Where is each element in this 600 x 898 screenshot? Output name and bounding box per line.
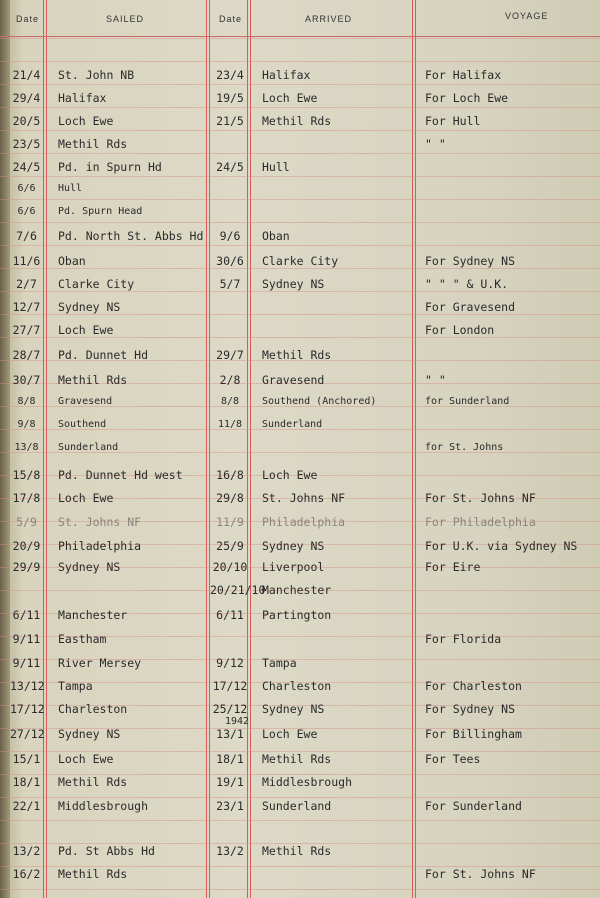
arrived-at: Manchester bbox=[262, 583, 332, 597]
sailed-from: St. John NB bbox=[58, 68, 135, 82]
arrived-date: 8/8 bbox=[220, 396, 240, 407]
voyage-note: For Loch Ewe bbox=[425, 91, 509, 105]
log-row bbox=[0, 468, 600, 490]
log-row bbox=[0, 419, 600, 441]
arrived-date: 13/2 bbox=[216, 844, 244, 858]
arrived-at: St. Johns NF bbox=[262, 491, 346, 505]
log-row bbox=[0, 137, 600, 159]
sailed-date: 6/11 bbox=[12, 608, 41, 622]
arrived-at: Clarke City bbox=[262, 254, 339, 268]
arrived-date: 11/8 bbox=[217, 419, 243, 430]
sailed-date: 22/1 bbox=[12, 799, 41, 813]
log-row bbox=[0, 656, 600, 678]
log-row bbox=[0, 679, 600, 701]
log-row bbox=[0, 160, 600, 182]
sailed-from: Hull bbox=[58, 183, 83, 194]
arrived-at: Hull bbox=[262, 160, 290, 174]
arrived-at: Sydney NS bbox=[262, 702, 325, 716]
voyage-note: For St. Johns NF bbox=[425, 867, 536, 881]
voyage-note: For Eire bbox=[425, 560, 481, 574]
log-row bbox=[0, 799, 600, 821]
log-row bbox=[0, 114, 600, 136]
log-row bbox=[0, 442, 600, 464]
voyage-note: For Tees bbox=[425, 752, 481, 766]
arrived-at: Gravesend bbox=[262, 373, 325, 387]
arrived-at: Philadelphia bbox=[262, 515, 346, 529]
sailed-from: Eastham bbox=[58, 632, 107, 646]
log-row bbox=[0, 229, 600, 251]
log-row bbox=[0, 373, 600, 395]
log-row bbox=[0, 183, 600, 205]
sailed-from: St. Johns NF bbox=[58, 515, 142, 529]
arrived-date: 18/1 bbox=[216, 752, 244, 766]
ruled-line bbox=[0, 889, 600, 890]
sailed-date: 2/7 bbox=[16, 277, 37, 291]
log-row bbox=[0, 91, 600, 113]
header-voyage: VOYAGE bbox=[505, 11, 549, 21]
arrived-date: 29/7 bbox=[216, 348, 244, 362]
log-row bbox=[0, 775, 600, 797]
arrived-date: 19/1 bbox=[216, 775, 244, 789]
log-row bbox=[0, 844, 600, 866]
sailed-date: 29/9 bbox=[12, 560, 41, 574]
sailed-date: 13/8 bbox=[14, 442, 39, 453]
sailed-from: Loch Ewe bbox=[58, 491, 114, 505]
sailed-from: Tampa bbox=[58, 679, 93, 693]
arrived-date: 21/5 bbox=[216, 114, 244, 128]
log-row bbox=[0, 323, 600, 345]
voyage-note: For Hull bbox=[425, 114, 481, 128]
sailed-from: Sydney NS bbox=[58, 560, 121, 574]
voyage-note: " " bbox=[425, 137, 446, 151]
sailed-from: Loch Ewe bbox=[58, 114, 114, 128]
log-row bbox=[0, 254, 600, 276]
arrived-at: Sunderland bbox=[262, 799, 332, 813]
voyage-note: for Sunderland bbox=[425, 396, 510, 407]
sailed-date: 9/11 bbox=[12, 632, 41, 646]
sailed-from: Loch Ewe bbox=[58, 323, 114, 337]
header-date-arrived: Date bbox=[219, 14, 243, 24]
voyage-note: For London bbox=[425, 323, 495, 337]
sailed-date: 13/12 bbox=[10, 679, 45, 693]
sailed-from: Pd. Dunnet Hd bbox=[58, 348, 149, 362]
sailed-date: 28/7 bbox=[12, 348, 41, 362]
sailed-date: 7/6 bbox=[16, 229, 37, 243]
arrived-date: 5/7 bbox=[219, 277, 241, 291]
ruled-line bbox=[0, 797, 600, 798]
voyage-note: For U.K. via Sydney NS bbox=[425, 539, 578, 553]
voyage-note: for St. Johns bbox=[425, 442, 504, 453]
log-row bbox=[0, 632, 600, 654]
ruled-line bbox=[0, 61, 600, 62]
log-row bbox=[0, 68, 600, 90]
sailed-date: 24/5 bbox=[12, 160, 41, 174]
arrived-date: 25/9 bbox=[216, 539, 244, 553]
log-row bbox=[0, 396, 600, 418]
sailed-date: 18/1 bbox=[12, 775, 41, 789]
arrived-at: Oban bbox=[262, 229, 290, 243]
arrived-at: Sunderland bbox=[262, 419, 323, 430]
sailed-date: 6/6 bbox=[17, 183, 36, 194]
arrived-at: Loch Ewe bbox=[262, 468, 318, 482]
arrived-at: Methil Rds bbox=[262, 844, 332, 858]
arrived-at: Sydney NS bbox=[262, 277, 325, 291]
year-note: 1942 bbox=[225, 716, 250, 727]
sailed-from: Methil Rds bbox=[58, 373, 128, 387]
sailed-date: 27/7 bbox=[12, 323, 41, 337]
voyage-note: For Gravesend bbox=[425, 300, 516, 314]
log-row bbox=[0, 702, 600, 724]
arrived-date: 9/6 bbox=[219, 229, 241, 243]
header-sailed: SAILED bbox=[106, 14, 145, 24]
sailed-from: Pd. Dunnet Hd west bbox=[58, 468, 183, 482]
log-row bbox=[0, 277, 600, 299]
sailed-date: 8/8 bbox=[17, 396, 36, 407]
arrived-date: 20/10 bbox=[212, 560, 248, 574]
sailed-from: Halifax bbox=[58, 91, 107, 105]
voyage-note: For Billingham bbox=[425, 727, 522, 741]
arrived-date: 25/12 bbox=[212, 702, 248, 716]
sailed-from: River Mersey bbox=[58, 656, 142, 670]
voyage-note: For Sydney NS bbox=[425, 702, 516, 716]
column-header bbox=[0, 0, 600, 38]
arrived-at: Loch Ewe bbox=[262, 727, 318, 741]
sailed-date: 20/5 bbox=[12, 114, 41, 128]
arrived-date: 9/12 bbox=[216, 656, 244, 670]
sailed-date: 16/2 bbox=[12, 867, 41, 881]
sailed-from: Manchester bbox=[58, 608, 128, 622]
sailed-from: Pd. North St. Abbs Hd bbox=[58, 229, 204, 243]
arrived-date: 13/1 bbox=[216, 727, 244, 741]
sailed-from: Methil Rds bbox=[58, 867, 128, 881]
sailed-from: Methil Rds bbox=[58, 137, 128, 151]
log-row bbox=[0, 348, 600, 370]
arrived-date: 20/21/10 bbox=[210, 583, 266, 597]
arrived-at: Liverpool bbox=[262, 560, 325, 574]
sailed-from: Southend bbox=[58, 419, 107, 430]
sailed-date: 13/2 bbox=[12, 844, 41, 858]
voyage-note: For St. Johns NF bbox=[425, 491, 536, 505]
sailed-date: 17/12 bbox=[10, 702, 45, 716]
arrived-date: 6/11 bbox=[216, 608, 244, 622]
sailed-date: 17/8 bbox=[12, 491, 41, 505]
sailed-date: 27/12 bbox=[10, 727, 45, 741]
log-row bbox=[0, 752, 600, 774]
sailed-from: Philadelphia bbox=[58, 539, 142, 553]
sailed-date: 12/7 bbox=[12, 300, 41, 314]
arrived-date: 24/5 bbox=[216, 160, 244, 174]
arrived-at: Methil Rds bbox=[262, 114, 332, 128]
sailed-from: Pd. in Spurn Hd bbox=[58, 160, 162, 174]
sailed-from: Sydney NS bbox=[58, 300, 121, 314]
arrived-at: Middlesbrough bbox=[262, 775, 353, 789]
arrived-at: Methil Rds bbox=[262, 752, 332, 766]
log-row bbox=[0, 867, 600, 889]
arrived-date: 30/6 bbox=[216, 254, 244, 268]
voyage-note: " " " & U.K. bbox=[425, 277, 509, 291]
log-row bbox=[0, 539, 600, 561]
voyage-note: For Florida bbox=[425, 632, 502, 646]
arrived-date: 23/1 bbox=[216, 799, 244, 813]
sailed-date: 6/6 bbox=[17, 206, 36, 217]
arrived-date: 23/4 bbox=[216, 68, 244, 82]
log-row bbox=[0, 608, 600, 630]
voyage-note: For Halifax bbox=[425, 68, 502, 82]
sailed-from: Loch Ewe bbox=[58, 752, 114, 766]
arrived-at: Sydney NS bbox=[262, 539, 325, 553]
sailed-date: 9/8 bbox=[17, 419, 36, 430]
voyage-note: For Philadelphia bbox=[425, 515, 536, 529]
header-date-sailed: Date bbox=[16, 14, 40, 24]
arrived-date: 19/5 bbox=[216, 91, 244, 105]
sailed-from: Pd. Spurn Head bbox=[58, 206, 143, 217]
sailed-from: Sydney NS bbox=[58, 727, 121, 741]
sailed-date: 20/9 bbox=[12, 539, 41, 553]
header-rule bbox=[0, 36, 600, 37]
voyage-note: " " bbox=[425, 373, 446, 387]
sailed-date: 5/9 bbox=[16, 515, 37, 529]
sailed-from: Pd. St Abbs Hd bbox=[58, 844, 155, 858]
arrived-at: Charleston bbox=[262, 679, 332, 693]
log-row bbox=[0, 515, 600, 537]
sailed-date: 23/5 bbox=[12, 137, 41, 151]
log-row bbox=[0, 583, 600, 605]
arrived-date: 16/8 bbox=[216, 468, 244, 482]
voyage-note: For Sydney NS bbox=[425, 254, 516, 268]
arrived-date: 17/12 bbox=[212, 679, 248, 693]
sailed-from: Gravesend bbox=[58, 396, 113, 407]
ruled-line bbox=[0, 38, 600, 39]
sailed-date: 15/8 bbox=[12, 468, 41, 482]
arrived-at: Southend (Anchored) bbox=[262, 396, 377, 407]
voyage-note: For Charleston bbox=[425, 679, 522, 693]
log-row bbox=[0, 491, 600, 513]
sailed-from: Oban bbox=[58, 254, 86, 268]
sailed-from: Sunderland bbox=[58, 442, 119, 453]
log-row bbox=[0, 727, 600, 749]
arrived-date: 11/9 bbox=[216, 515, 244, 529]
arrived-at: Loch Ewe bbox=[262, 91, 318, 105]
sailed-from: Clarke City bbox=[58, 277, 135, 291]
sailed-from: Middlesbrough bbox=[58, 799, 149, 813]
arrived-at: Halifax bbox=[262, 68, 311, 82]
log-row bbox=[0, 206, 600, 228]
arrived-date: 2/8 bbox=[219, 373, 241, 387]
sailed-date: 15/1 bbox=[12, 752, 41, 766]
arrived-at: Tampa bbox=[262, 656, 297, 670]
log-row bbox=[0, 560, 600, 582]
sailed-date: 9/11 bbox=[12, 656, 41, 670]
header-arrived: ARRIVED bbox=[305, 14, 353, 24]
arrived-at: Partington bbox=[262, 608, 332, 622]
sailed-date: 11/6 bbox=[12, 254, 41, 268]
sailed-from: Methil Rds bbox=[58, 775, 128, 789]
arrived-at: Methil Rds bbox=[262, 348, 332, 362]
sailed-date: 30/7 bbox=[12, 373, 41, 387]
log-row bbox=[0, 300, 600, 322]
arrived-date: 29/8 bbox=[216, 491, 244, 505]
sailed-date: 21/4 bbox=[12, 68, 41, 82]
voyage-note: For Sunderland bbox=[425, 799, 522, 813]
sailed-date: 29/4 bbox=[12, 91, 41, 105]
sailed-from: Charleston bbox=[58, 702, 128, 716]
